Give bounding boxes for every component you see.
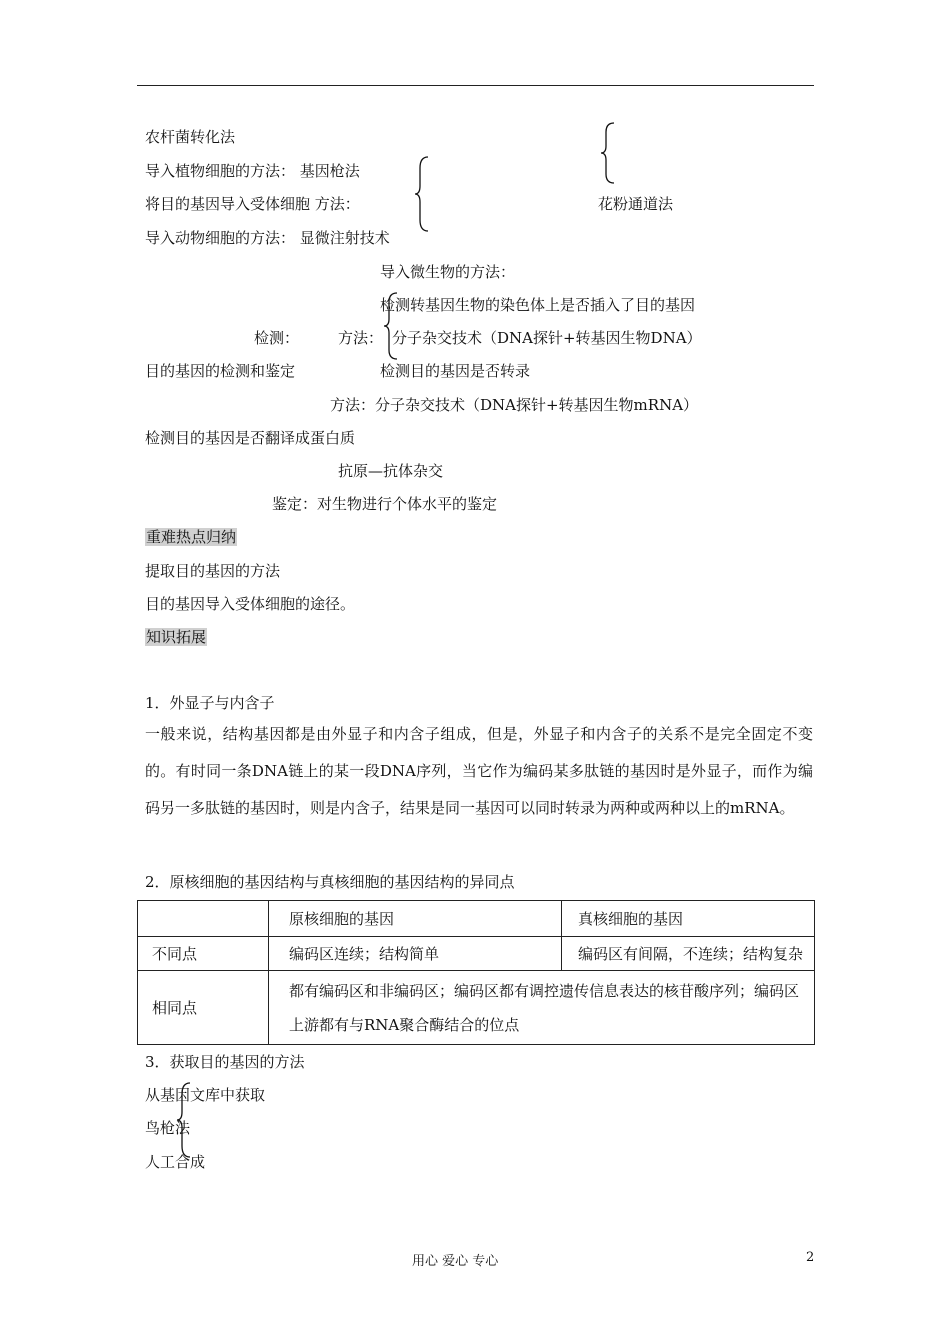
text-detect-identify: 目的基因的检测和鉴定 xyxy=(145,362,296,380)
text-method-mrna: 方法：分子杂交技术（DNA探针+转基因生物mRNA） xyxy=(330,396,699,414)
table-cell: 编码区连续；结构简单 xyxy=(269,937,562,971)
text-import-method: 将目的基因导入受体细胞 方法： xyxy=(145,195,360,213)
brace-icon xyxy=(383,292,399,360)
text-antigen: 抗原—抗体杂交 xyxy=(338,462,444,480)
page-number: 2 xyxy=(806,1250,815,1265)
table-cell: 都有编码区和非编码区；编码区都有调控遗传信息表达的核苷酸序列；编码区上游都有与RNA聚合酶结合的位点 xyxy=(269,971,815,1045)
brace-icon xyxy=(600,122,616,184)
table-header-cell: 原核细胞的基因 xyxy=(269,901,562,937)
text-transcribed: 检测目的基因是否转录 xyxy=(380,362,531,380)
text-pollen: 花粉通道法 xyxy=(598,195,674,213)
table-row xyxy=(138,901,815,937)
list-item: 目的基因导入受体细胞的途径。 xyxy=(145,595,356,613)
section-heading-key-points xyxy=(145,527,237,547)
brace-icon xyxy=(176,1082,192,1158)
footer-motto: 用心 爱心 专心 xyxy=(412,1254,499,1269)
text-animal-method: 导入动物细胞的方法： 显微注射技术 xyxy=(145,229,390,247)
table-cell-same-label: 相同点 xyxy=(138,971,269,1045)
text-agro: 农杆菌转化法 xyxy=(145,128,236,146)
highlight: 重难热点归纳 xyxy=(146,528,237,546)
table-header-cell: 真核细胞的基因 xyxy=(562,901,815,937)
comparison-table xyxy=(137,900,815,1045)
text-detect-chromosome: 检测转基因生物的染色体上是否插入了目的基因 xyxy=(380,296,696,314)
highlight: 知识拓展 xyxy=(146,628,207,646)
table-cell: 编码区有间隔，不连续；结构复杂 xyxy=(562,937,815,971)
text-detect-label: 检测： xyxy=(254,329,300,347)
text-micro-method: 导入微生物的方法： xyxy=(380,263,516,281)
table-header-cell xyxy=(138,901,269,937)
table-row xyxy=(138,937,815,971)
list-item: 从基因文库中获取 xyxy=(145,1086,266,1104)
item-title-exon-intron: 1．外显子与内含子 xyxy=(145,694,275,712)
list-item: 鸟枪法 xyxy=(145,1119,191,1137)
text-plant-method: 导入植物细胞的方法： 基因枪法 xyxy=(145,162,360,180)
table-cell-diff-label: 不同点 xyxy=(138,937,269,971)
brace-icon xyxy=(414,156,430,232)
paragraph-exon-intron: 一般来说，结构基因都是由外显子和内含子组成，但是，外显子和内含子的关系不是完全固定不变的。有时同一条DNA链上的某一段DNA序列，当它作为编码某多肽链的基因时是外显子，而作为编码另一多肽链的基因时，则是内含子，结果是同一基因可以同时转录为两种或两种以上的mRNA。 xyxy=(145,725,813,817)
text-method-label: 方法： xyxy=(338,329,384,347)
list-item: 人工合成 xyxy=(145,1153,206,1171)
item-title-get-gene: 3．获取目的基因的方法 xyxy=(145,1053,305,1071)
list-item: 提取目的基因的方法 xyxy=(145,562,281,580)
section-heading-extension xyxy=(145,627,207,647)
text-method-dna: 分子杂交技术（DNA探针+转基因生物DNA） xyxy=(392,329,702,347)
text-translated: 检测目的基因是否翻译成蛋白质 xyxy=(145,429,356,447)
header-rule xyxy=(137,85,814,86)
table-row xyxy=(138,971,815,1045)
text-identify: 鉴定：对生物进行个体水平的鉴定 xyxy=(272,495,498,513)
item-title-gene-structure: 2．原核细胞的基因结构与真核细胞的基因结构的异同点 xyxy=(145,873,515,891)
